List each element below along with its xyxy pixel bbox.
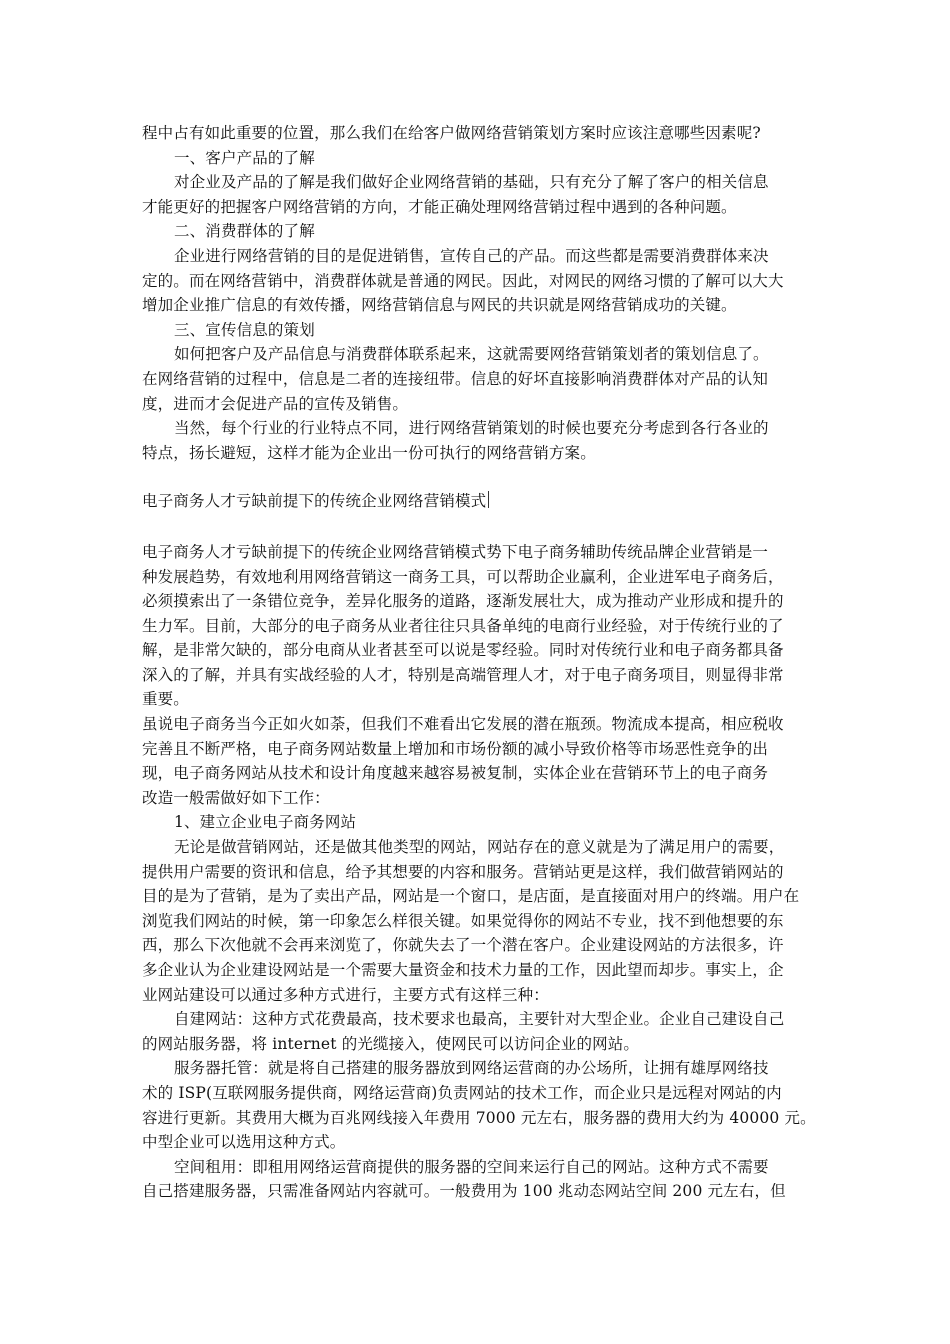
text-cursor — [488, 491, 489, 508]
text-line: 电子商务人才亏缺前提下的传统企业网络营销模式势下电子商务辅助传统品牌企业营销是一 — [142, 542, 769, 561]
text-line: 容进行更新。其费用大概为百兆网线接入年费用 7000 元左右，服务器的费用大约为 40000 元。 — [142, 1108, 816, 1127]
text-line: 重要。 — [142, 690, 189, 709]
text-line: 业网站建设可以通过多种方式进行，主要方式有这样三种： — [142, 985, 549, 1004]
text-line: 度，进而才会促进产品的宣传及销售。 — [142, 394, 409, 413]
text-line: 生力军。目前，大部分的电子商务从业者往往只具备单纯的电商行业经验，对于传统行业的了 — [142, 616, 784, 635]
text-line: 二、消费群体的了解 — [174, 222, 315, 241]
article-title: 电子商务人才亏缺前提下的传统企业网络营销模式 — [142, 492, 487, 511]
text-line: 深入的了解，并具有实战经验的人才，特别是高端管理人才，对于电子商务项目，则显得非常 — [142, 665, 784, 684]
document-page — [142, 121, 814, 1204]
text-line: 术的 ISP(互联网服务提供商，网络运营商)负责网站的技术工作，而企业只是远程对网站的内 — [142, 1083, 782, 1102]
text-line: 定的。而在网络营销中，消费群体就是普通的网民。因此，对网民的网络习惯的了解可以大大 — [142, 271, 784, 290]
text-line: 在网络营销的过程中，信息是二者的连接纽带。信息的好坏直接影响消费群体对产品的认知 — [142, 369, 769, 388]
text-line: 必须摸索出了一条错位竞争，差异化服务的道路，逐渐发展壮大，成为推动产业形成和提升的 — [142, 592, 784, 611]
text-line: 西，那么下次他就不会再来浏览了，你就失去了一个潜在客户。企业建设网站的方法很多，许 — [142, 936, 784, 955]
text-line: 特点，扬长避短，这样才能为企业出一份可执行的网络营销方案。 — [142, 443, 596, 462]
text-line: 解，是非常欠缺的，部分电商从业者甚至可以说是零经验。同时对传统行业和电子商务都具备 — [142, 641, 784, 660]
text-line: 种发展趋势，有效地利用网络营销这一商务工具，可以帮助企业赢利，企业进军电子商务后， — [142, 567, 784, 586]
text-line: 改造一般需做好如下工作： — [142, 788, 330, 807]
spacer — [142, 514, 814, 540]
text-line: 中型企业可以选用这种方式。 — [142, 1133, 346, 1152]
text-line: 浏览我们网站的时候，第一印象怎么样很关键。如果觉得你的网站不专业，找不到他想要的东 — [142, 911, 784, 930]
text-line: 现，电子商务网站从技术和设计角度越来越容易被复制，实体企业在营销环节上的电子商务 — [142, 764, 769, 783]
text-line: 虽说电子商务当今正如火如荼，但我们不难看出它发展的潜在瓶颈。物流成本提高，相应税收 — [142, 715, 784, 734]
text-line: 对企业及产品的了解是我们做好企业网络营销的基础，只有充分了解了客户的相关信息 — [174, 173, 769, 192]
text-line: 如何把客户及产品信息与消费群体联系起来，这就需要网络营销策划者的策划信息了。 — [174, 345, 769, 364]
text-line: 增加企业推广信息的有效传播，网络营销信息与网民的共识就是网络营销成功的关键。 — [142, 296, 737, 315]
text-line: 多企业认为企业建设网站是一个需要大量资金和技术力量的工作，因此望而却步。事实上，企 — [142, 961, 784, 979]
text-line: 的网站服务器，将 internet 的光缆接入，使网民可以访问企业的网站。 — [142, 1034, 640, 1053]
text-line: 目的是为了营销，是为了卖出产品，网站是一个窗口，是店面，是直接面对用户的终端。用户在 — [142, 887, 800, 906]
text-line: 1、建立企业电子商务网站 — [174, 813, 357, 832]
text-line: 才能更好的把握客户网络营销的方向，才能正确处理网络营销过程中遇到的各种问题。 — [142, 197, 737, 216]
text-line: 企业进行网络营销的目的是促进销售，宣传自己的产品。而这些都是需要消费群体来决 — [174, 246, 769, 265]
text-line: 自建网站：这种方式花费最高，技术要求也最高，主要针对大型企业。企业自己建设自己 — [174, 1010, 785, 1029]
text-line: 空间租用：即租用网络运营商提供的服务器的空间来运行自己的网站。这种方式不需要 — [174, 1157, 769, 1176]
section-network-marketing-factors — [142, 121, 814, 465]
text-line: 当然，每个行业的行业特点不同，进行网络营销策划的时候也要充分考虑到各行各业的 — [174, 419, 769, 438]
section-ecommerce-article-body — [142, 540, 814, 1204]
text-line: 一、客户产品的了解 — [174, 148, 315, 167]
text-line: 提供用户需要的资讯和信息，给予其想要的内容和服务。营销站更是这样，我们做营销网站的 — [142, 862, 784, 881]
text-line: 完善且不断严格，电子商务网站数量上增加和市场份额的减小导致价格等市场恶性竞争的出 — [142, 739, 769, 758]
text-line: 程中占有如此重要的位置，那么我们在给客户做网络营销策划方案时应该注意哪些因素呢? — [142, 124, 761, 142]
text-line: 自己搭建服务器，只需准备网站内容就可。一般费用为 100 兆动态网站空间 200 元左右，但 — [142, 1182, 786, 1201]
text-line: 无论是做营销网站，还是做其他类型的网站，网站存在的意义就是为了满足用户的需要， — [174, 838, 785, 857]
article-title-line — [142, 489, 814, 514]
text-line: 三、宣传信息的策划 — [174, 320, 315, 339]
text-line: 服务器托管：就是将自己搭建的服务器放到网络运营商的办公场所，让拥有雄厚网络技 — [174, 1059, 769, 1078]
spacer — [142, 465, 814, 489]
